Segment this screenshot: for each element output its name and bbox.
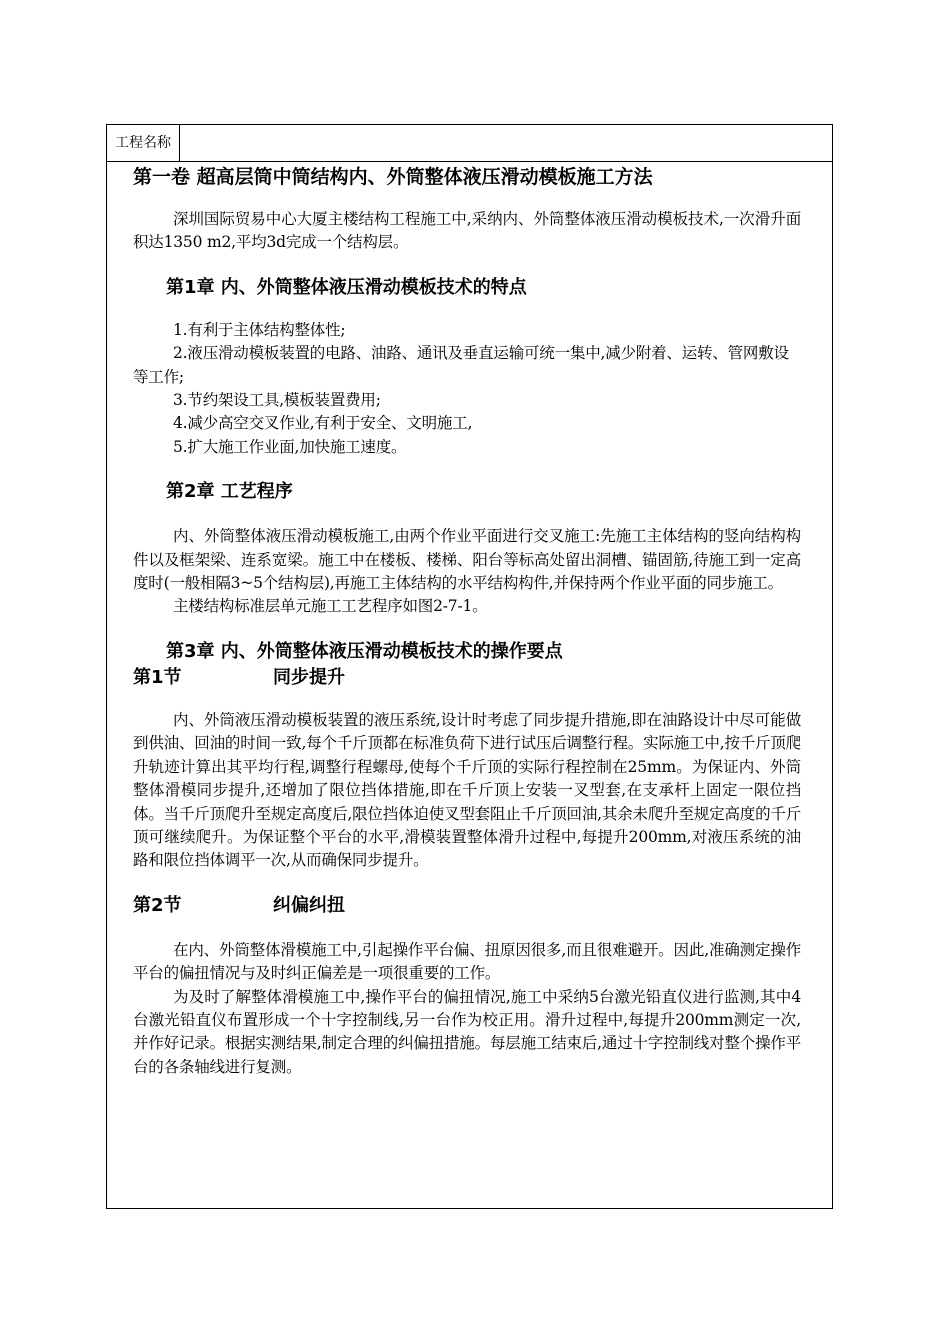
section2-paragraph-1: 在内、外筒整体滑模施工中,引起操作平台偏、扭原因很多,而且很难避开。因此,准确测定操作平台的偏扭情况与及时纠正偏差是一项很重要的工作。 (133, 940, 801, 983)
section2-name: 纠偏纠扭 (273, 894, 345, 916)
chapter1-item-3: 3.节约架设工具,模板装置费用; (173, 391, 381, 410)
chapter1-item-4: 4.减少高空交叉作业,有利于安全、文明施工, (173, 414, 473, 433)
section1-heading (133, 665, 801, 691)
chapter2-title: 第2章 工艺程序 (166, 481, 293, 503)
chapter3-title: 第3章 内、外筒整体液压滑动模板技术的操作要点 (166, 640, 563, 662)
project-name-label: 工程名称 (107, 125, 180, 161)
volume-intro: 深圳国际贸易中心大厦主楼结构工程施工中,采纳内、外筒整体液压滑动模板技术,一次滑升面积达1350 m2,平均3d完成一个结构层。 (133, 210, 801, 252)
section1-name: 同步提升 (273, 666, 345, 688)
chapter1-item-2: 2.液压滑动模板装置的电路、油路、通讯及垂直运输可统一集中,减少附着、运转、管网敷设等工作; (133, 344, 789, 386)
section2-paragraph-2: 为及时了解整体滑模施工中,操作平台的偏扭情况,施工中采纳5台激光铅直仪进行监测,其中4台激光铅直仪布置形成一个十字控制线,另一台作为校正用。滑升过程中,每提升200mm测定一次,并作好记录。根据实测结果,制定合理的纠偏扭措施。每层施工结束后,通过十字控制线对整个操作平台的各条轴线进行复测。 (133, 987, 801, 1076)
chapter2-paragraph-2: 主楼结构标准层单元施工工艺程序如图2-7-1。 (173, 597, 488, 616)
section1-number: 第1节 (133, 666, 182, 688)
volume-title: 第一卷 超高层筒中筒结构内、外筒整体液压滑动模板施工方法 (133, 166, 653, 188)
section1-paragraph: 内、外筒液压滑动模板装置的液压系统,设计时考虑了同步提升措施,即在油路设计中尽可能做到供油、回油的时间一致,每个千斤顶都在标准负荷下进行试压后调整行程。实际施工中,按千斤顶爬升轨迹计算出其平均行程,调整行程螺母,使每个千斤顶的实际行程控制在25mm。为保证内、外筒整体滑模同步提升,还增加了限位挡体措施,即在千斤顶上安装一叉型套,在支承杆上固定一限位挡体。当千斤顶爬升至规定高度后,限位挡体迫使叉型套阻止千斤顶回油,其余未爬升至规定高度的千斤顶可继续爬升。为保证整个平台的水平,滑模装置整体滑升过程中,每提升200mm,对液压系统的油路和限位挡体调平一次,从而确保同步提升。 (133, 710, 801, 870)
project-name-value (181, 125, 832, 161)
chapter1-item-5: 5.扩大施工作业面,加快施工速度。 (173, 437, 407, 456)
section2-heading (133, 893, 801, 919)
section2-number: 第2节 (133, 894, 182, 916)
chapter1-item-1: 1.有利于主体结构整体性; (173, 320, 346, 339)
chapter2-paragraph-1: 内、外筒整体液压滑动模板施工,由两个作业平面进行交叉施工:先施工主体结构的竖向结构构件以及框架梁、连系宽梁。施工中在楼板、楼梯、阳台等标高处留出洞槽、锚固筋,待施工到一定高度时(一般相隔3~5个结构层),再施工主体结构的水平结构构件,并保持两个作业平面的同步施工。 (133, 527, 801, 593)
chapter1-title: 第1章 内、外筒整体液压滑动模板技术的特点 (166, 276, 527, 298)
document-body (133, 164, 801, 1079)
form-frame (106, 124, 833, 1209)
project-name-row (107, 125, 832, 162)
